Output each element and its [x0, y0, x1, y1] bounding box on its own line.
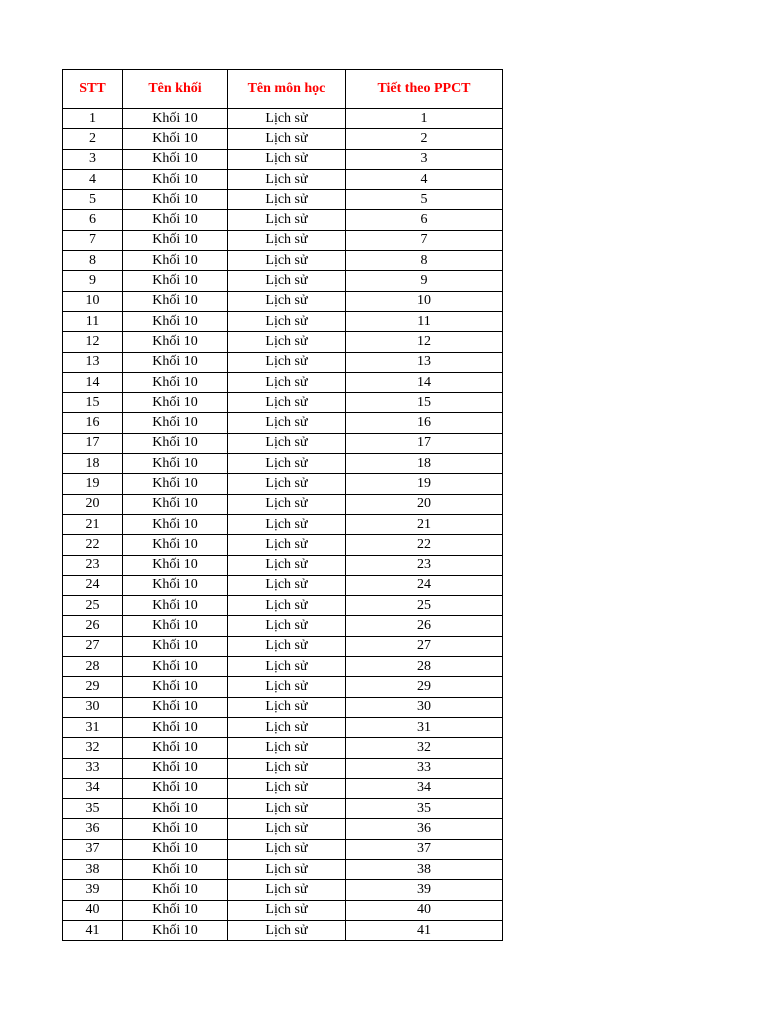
header-grade-name: Tên khối [123, 70, 228, 109]
cell-subject-name: Lịch sử [228, 697, 346, 717]
cell-lesson-number: 3 [346, 149, 503, 169]
cell-stt: 36 [63, 819, 123, 839]
cell-stt: 26 [63, 616, 123, 636]
cell-subject-name: Lịch sử [228, 596, 346, 616]
table-row [63, 413, 503, 433]
cell-subject-name: Lịch sử [228, 372, 346, 392]
cell-subject-name: Lịch sử [228, 413, 346, 433]
table-row [63, 859, 503, 879]
cell-stt: 40 [63, 900, 123, 920]
cell-lesson-number: 24 [346, 575, 503, 595]
cell-grade-name: Khối 10 [123, 352, 228, 372]
cell-lesson-number: 23 [346, 555, 503, 575]
cell-lesson-number: 6 [346, 210, 503, 230]
table-row [63, 778, 503, 798]
cell-stt: 23 [63, 555, 123, 575]
cell-lesson-number: 9 [346, 271, 503, 291]
cell-lesson-number: 28 [346, 657, 503, 677]
cell-grade-name: Khối 10 [123, 555, 228, 575]
table-row [63, 514, 503, 534]
table-row [63, 920, 503, 940]
table-row [63, 149, 503, 169]
cell-lesson-number: 14 [346, 372, 503, 392]
cell-grade-name: Khối 10 [123, 859, 228, 879]
cell-lesson-number: 27 [346, 636, 503, 656]
cell-subject-name: Lịch sử [228, 251, 346, 271]
cell-stt: 5 [63, 190, 123, 210]
cell-subject-name: Lịch sử [228, 880, 346, 900]
cell-grade-name: Khối 10 [123, 230, 228, 250]
cell-lesson-number: 11 [346, 311, 503, 331]
cell-lesson-number: 7 [346, 230, 503, 250]
cell-lesson-number: 32 [346, 738, 503, 758]
header-subject-name: Tên môn học [228, 70, 346, 109]
cell-stt: 28 [63, 657, 123, 677]
table-row [63, 596, 503, 616]
cell-stt: 35 [63, 799, 123, 819]
cell-grade-name: Khối 10 [123, 636, 228, 656]
cell-lesson-number: 21 [346, 514, 503, 534]
cell-subject-name: Lịch sử [228, 291, 346, 311]
cell-subject-name: Lịch sử [228, 332, 346, 352]
cell-lesson-number: 37 [346, 839, 503, 859]
cell-lesson-number: 2 [346, 129, 503, 149]
cell-subject-name: Lịch sử [228, 535, 346, 555]
cell-grade-name: Khối 10 [123, 738, 228, 758]
cell-lesson-number: 36 [346, 819, 503, 839]
cell-stt: 41 [63, 920, 123, 940]
cell-subject-name: Lịch sử [228, 677, 346, 697]
cell-stt: 38 [63, 859, 123, 879]
cell-grade-name: Khối 10 [123, 819, 228, 839]
cell-grade-name: Khối 10 [123, 372, 228, 392]
cell-lesson-number: 18 [346, 454, 503, 474]
cell-subject-name: Lịch sử [228, 109, 346, 129]
cell-grade-name: Khối 10 [123, 433, 228, 453]
table-row [63, 636, 503, 656]
table-row [63, 555, 503, 575]
table-row [63, 190, 503, 210]
cell-subject-name: Lịch sử [228, 717, 346, 737]
cell-lesson-number: 31 [346, 717, 503, 737]
cell-subject-name: Lịch sử [228, 636, 346, 656]
cell-grade-name: Khối 10 [123, 697, 228, 717]
table-row [63, 311, 503, 331]
cell-lesson-number: 26 [346, 616, 503, 636]
table-row [63, 758, 503, 778]
cell-subject-name: Lịch sử [228, 210, 346, 230]
cell-stt: 12 [63, 332, 123, 352]
cell-lesson-number: 25 [346, 596, 503, 616]
cell-stt: 18 [63, 454, 123, 474]
curriculum-table [62, 69, 503, 941]
cell-stt: 17 [63, 433, 123, 453]
cell-grade-name: Khối 10 [123, 210, 228, 230]
cell-subject-name: Lịch sử [228, 859, 346, 879]
cell-lesson-number: 20 [346, 494, 503, 514]
cell-grade-name: Khối 10 [123, 109, 228, 129]
cell-grade-name: Khối 10 [123, 149, 228, 169]
cell-stt: 2 [63, 129, 123, 149]
cell-subject-name: Lịch sử [228, 555, 346, 575]
cell-stt: 8 [63, 251, 123, 271]
cell-lesson-number: 5 [346, 190, 503, 210]
table-row [63, 717, 503, 737]
cell-stt: 30 [63, 697, 123, 717]
cell-grade-name: Khối 10 [123, 575, 228, 595]
cell-lesson-number: 29 [346, 677, 503, 697]
cell-stt: 1 [63, 109, 123, 129]
cell-stt: 7 [63, 230, 123, 250]
table-row [63, 839, 503, 859]
table-row [63, 251, 503, 271]
cell-lesson-number: 34 [346, 778, 503, 798]
cell-subject-name: Lịch sử [228, 149, 346, 169]
cell-subject-name: Lịch sử [228, 494, 346, 514]
cell-subject-name: Lịch sử [228, 920, 346, 940]
cell-grade-name: Khối 10 [123, 677, 228, 697]
cell-grade-name: Khối 10 [123, 393, 228, 413]
cell-lesson-number: 17 [346, 433, 503, 453]
table-row [63, 799, 503, 819]
cell-grade-name: Khối 10 [123, 799, 228, 819]
table-row [63, 109, 503, 129]
cell-lesson-number: 39 [346, 880, 503, 900]
cell-stt: 10 [63, 291, 123, 311]
cell-grade-name: Khối 10 [123, 291, 228, 311]
cell-lesson-number: 10 [346, 291, 503, 311]
cell-stt: 6 [63, 210, 123, 230]
cell-stt: 27 [63, 636, 123, 656]
cell-subject-name: Lịch sử [228, 352, 346, 372]
table-row [63, 575, 503, 595]
cell-stt: 24 [63, 575, 123, 595]
cell-lesson-number: 15 [346, 393, 503, 413]
cell-lesson-number: 16 [346, 413, 503, 433]
cell-lesson-number: 41 [346, 920, 503, 940]
cell-stt: 19 [63, 474, 123, 494]
cell-grade-name: Khối 10 [123, 657, 228, 677]
cell-grade-name: Khối 10 [123, 332, 228, 352]
table-row [63, 169, 503, 189]
cell-stt: 37 [63, 839, 123, 859]
table-row [63, 657, 503, 677]
cell-subject-name: Lịch sử [228, 900, 346, 920]
table-row [63, 738, 503, 758]
header-lesson-number: Tiết theo PPCT [346, 70, 503, 109]
table-row [63, 616, 503, 636]
cell-subject-name: Lịch sử [228, 129, 346, 149]
cell-lesson-number: 22 [346, 535, 503, 555]
header-row [63, 70, 503, 109]
table-row [63, 474, 503, 494]
cell-subject-name: Lịch sử [228, 778, 346, 798]
cell-lesson-number: 13 [346, 352, 503, 372]
cell-grade-name: Khối 10 [123, 535, 228, 555]
cell-stt: 31 [63, 717, 123, 737]
table-row [63, 454, 503, 474]
cell-grade-name: Khối 10 [123, 758, 228, 778]
cell-stt: 9 [63, 271, 123, 291]
cell-subject-name: Lịch sử [228, 575, 346, 595]
header-stt: STT [63, 70, 123, 109]
cell-subject-name: Lịch sử [228, 230, 346, 250]
cell-lesson-number: 19 [346, 474, 503, 494]
cell-stt: 13 [63, 352, 123, 372]
cell-subject-name: Lịch sử [228, 839, 346, 859]
table-row [63, 697, 503, 717]
table-row [63, 393, 503, 413]
cell-lesson-number: 1 [346, 109, 503, 129]
cell-stt: 32 [63, 738, 123, 758]
table-header [63, 70, 503, 109]
table-row [63, 880, 503, 900]
cell-subject-name: Lịch sử [228, 169, 346, 189]
table-row [63, 433, 503, 453]
cell-lesson-number: 12 [346, 332, 503, 352]
cell-grade-name: Khối 10 [123, 900, 228, 920]
cell-subject-name: Lịch sử [228, 454, 346, 474]
cell-subject-name: Lịch sử [228, 738, 346, 758]
cell-stt: 3 [63, 149, 123, 169]
table-row [63, 230, 503, 250]
cell-grade-name: Khối 10 [123, 839, 228, 859]
cell-grade-name: Khối 10 [123, 920, 228, 940]
cell-lesson-number: 4 [346, 169, 503, 189]
cell-grade-name: Khối 10 [123, 616, 228, 636]
cell-grade-name: Khối 10 [123, 190, 228, 210]
cell-subject-name: Lịch sử [228, 311, 346, 331]
cell-stt: 25 [63, 596, 123, 616]
cell-stt: 15 [63, 393, 123, 413]
cell-stt: 29 [63, 677, 123, 697]
cell-subject-name: Lịch sử [228, 657, 346, 677]
cell-lesson-number: 35 [346, 799, 503, 819]
cell-lesson-number: 40 [346, 900, 503, 920]
cell-grade-name: Khối 10 [123, 717, 228, 737]
cell-subject-name: Lịch sử [228, 799, 346, 819]
cell-lesson-number: 30 [346, 697, 503, 717]
cell-grade-name: Khối 10 [123, 474, 228, 494]
table-row [63, 819, 503, 839]
cell-stt: 39 [63, 880, 123, 900]
cell-stt: 22 [63, 535, 123, 555]
cell-stt: 33 [63, 758, 123, 778]
table-row [63, 291, 503, 311]
cell-grade-name: Khối 10 [123, 251, 228, 271]
table-row [63, 494, 503, 514]
cell-grade-name: Khối 10 [123, 778, 228, 798]
cell-grade-name: Khối 10 [123, 311, 228, 331]
cell-grade-name: Khối 10 [123, 129, 228, 149]
cell-grade-name: Khối 10 [123, 271, 228, 291]
cell-grade-name: Khối 10 [123, 880, 228, 900]
table-row [63, 332, 503, 352]
cell-stt: 21 [63, 514, 123, 534]
cell-lesson-number: 33 [346, 758, 503, 778]
cell-stt: 20 [63, 494, 123, 514]
cell-lesson-number: 8 [346, 251, 503, 271]
cell-stt: 4 [63, 169, 123, 189]
cell-subject-name: Lịch sử [228, 474, 346, 494]
table-row [63, 535, 503, 555]
cell-stt: 14 [63, 372, 123, 392]
cell-subject-name: Lịch sử [228, 758, 346, 778]
cell-subject-name: Lịch sử [228, 616, 346, 636]
table-row [63, 352, 503, 372]
cell-stt: 16 [63, 413, 123, 433]
cell-grade-name: Khối 10 [123, 514, 228, 534]
cell-grade-name: Khối 10 [123, 169, 228, 189]
cell-stt: 34 [63, 778, 123, 798]
cell-subject-name: Lịch sử [228, 433, 346, 453]
table-row [63, 271, 503, 291]
table-row [63, 210, 503, 230]
table-row [63, 677, 503, 697]
cell-lesson-number: 38 [346, 859, 503, 879]
cell-grade-name: Khối 10 [123, 413, 228, 433]
table-body [63, 109, 503, 941]
cell-subject-name: Lịch sử [228, 514, 346, 534]
table-row [63, 900, 503, 920]
cell-grade-name: Khối 10 [123, 596, 228, 616]
cell-subject-name: Lịch sử [228, 819, 346, 839]
table-row [63, 129, 503, 149]
table-row [63, 372, 503, 392]
cell-stt: 11 [63, 311, 123, 331]
cell-subject-name: Lịch sử [228, 271, 346, 291]
cell-subject-name: Lịch sử [228, 190, 346, 210]
cell-subject-name: Lịch sử [228, 393, 346, 413]
cell-grade-name: Khối 10 [123, 494, 228, 514]
cell-grade-name: Khối 10 [123, 454, 228, 474]
